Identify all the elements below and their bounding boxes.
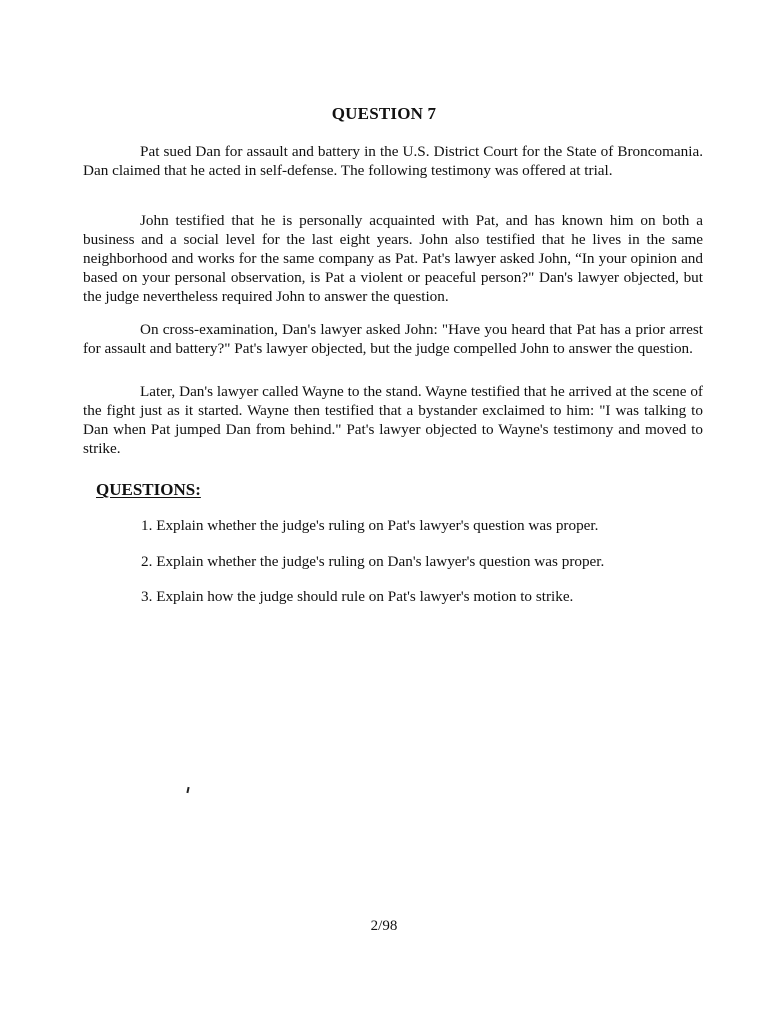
question-item-2: 2. Explain whether the judge's ruling on Dan's lawyer's question was proper. [141,553,605,570]
fact-paragraph-2: John testified that he is personally acquainted with Pat, and has known him on both a business and a social level for the last eight years. John also testified that he lives in the same neighborhood and works for the same company as Pat. Pat's lawyer asked John, “In your opinion and based on your personal observation, is Pat a violent or peaceful person?" Dan's lawyer objected, but the judge nevertheless required John to answer the question. [83,212,703,305]
page-number: 2/98 [370,918,398,934]
question-title: QUESTION 7 [331,104,437,123]
question-item-3: 3. Explain how the judge should rule on Pat's lawyer's motion to strike. [141,588,574,605]
fact-paragraph-1: Pat sued Dan for assault and battery in the U.S. District Court for the State of Broncomania. Dan claimed that he acted in self-defense. The following testimony was offered at trial. [83,143,703,179]
fact-paragraph-3: On cross-examination, Dan's lawyer asked John: "Have you heard that Pat has a prior arrest for assault and battery?" Pat's lawyer objected, but the judge compelled John to answer the question. [83,321,703,357]
stray-ink-mark [186,787,189,793]
question-item-1: 1. Explain whether the judge's ruling on Pat's lawyer's question was proper. [141,517,599,534]
questions-heading: QUESTIONS: [96,480,201,499]
fact-paragraph-4: Later, Dan's lawyer called Wayne to the stand. Wayne testified that he arrived at the scene of the fight just as it started. Wayne then testified that a bystander exclaimed to him: "I was talking to Dan when Pat jumped Dan from behind." Pat's lawyer objected to Wayne's testimony and moved to strike. [83,383,703,457]
